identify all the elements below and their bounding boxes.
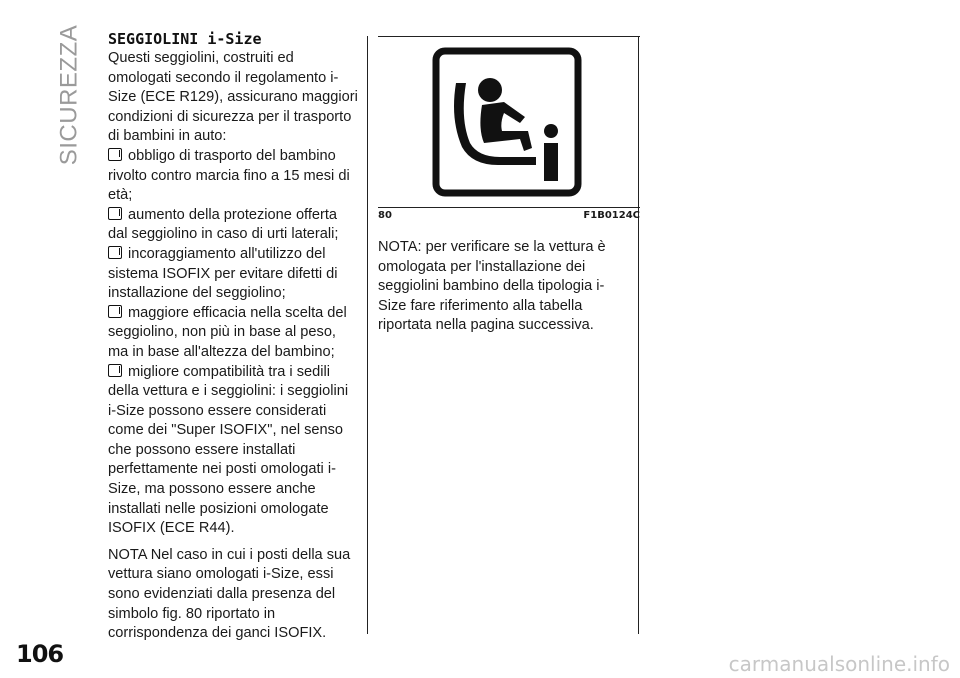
bullet-item: incoraggiamento all'utilizzo del sistema ISOFIX per evitare difetti di installazione del seggiolino; <box>108 245 338 302</box>
section-label <box>52 24 86 166</box>
bullet-item: migliore compatibilità tra i sedili della vettura e i seggiolini: i seggiolini i-Size possono essere considerati come dei "Super ISOFIX", nel senso che possono essere installati perfettamente nei posti omologati i-Size, ma possono essere anche installati nelle posizioni omologate ISOFIX (ECE R44). <box>108 363 349 537</box>
section-label-text: SICUREZZA <box>55 24 83 166</box>
right-column <box>378 238 630 336</box>
note-paragraph: NOTA Nel caso in cui i posti della sua vettura siano omologati i-Size, essi sono evidenziati dalla presenza del simbolo fig. 80 riportato in corrispondenza dei ganci ISOFIX. <box>108 546 351 642</box>
right-note-paragraph: NOTA: per verificare se la vettura è omologata per l'installazione dei seggiolini bambino della tipologia i-Size fare riferimento alla tabella riportata nella pagina successiva. <box>378 239 606 334</box>
bullet-icon <box>108 305 122 318</box>
bullet-icon <box>108 148 122 161</box>
isize-child-seat-icon <box>432 47 582 197</box>
left-column <box>108 30 360 644</box>
column-divider <box>367 36 368 634</box>
bullet-item: aumento della protezione offerta dal seggiolino in caso di urti laterali; <box>108 206 339 243</box>
bullet-icon <box>108 364 122 377</box>
intro-paragraph: Questi seggiolini, costruiti ed omologati secondo il regolamento i-Size (ECE R129), assicurano maggiori condizioni di sicurezza per il trasporto di bambini in auto: <box>108 50 358 145</box>
figure-code: F1B0124C <box>583 210 640 221</box>
bullet-icon <box>108 246 122 259</box>
watermark: carmanualsonline.info <box>728 652 950 676</box>
bullet-item: maggiore efficacia nella scelta del seggiolino, non più in base al peso, ma in base all'altezza del bambino; <box>108 304 347 360</box>
bullet-icon <box>108 207 122 220</box>
page-number: 106 <box>16 640 64 668</box>
figure-number: 80 <box>378 210 392 221</box>
section-heading: SEGGIOLINI i-Size <box>108 30 262 48</box>
figure-80 <box>378 36 640 208</box>
bullet-item: obbligo di trasporto del bambino rivolto contro marcia fino a 15 mesi di età; <box>108 147 350 204</box>
